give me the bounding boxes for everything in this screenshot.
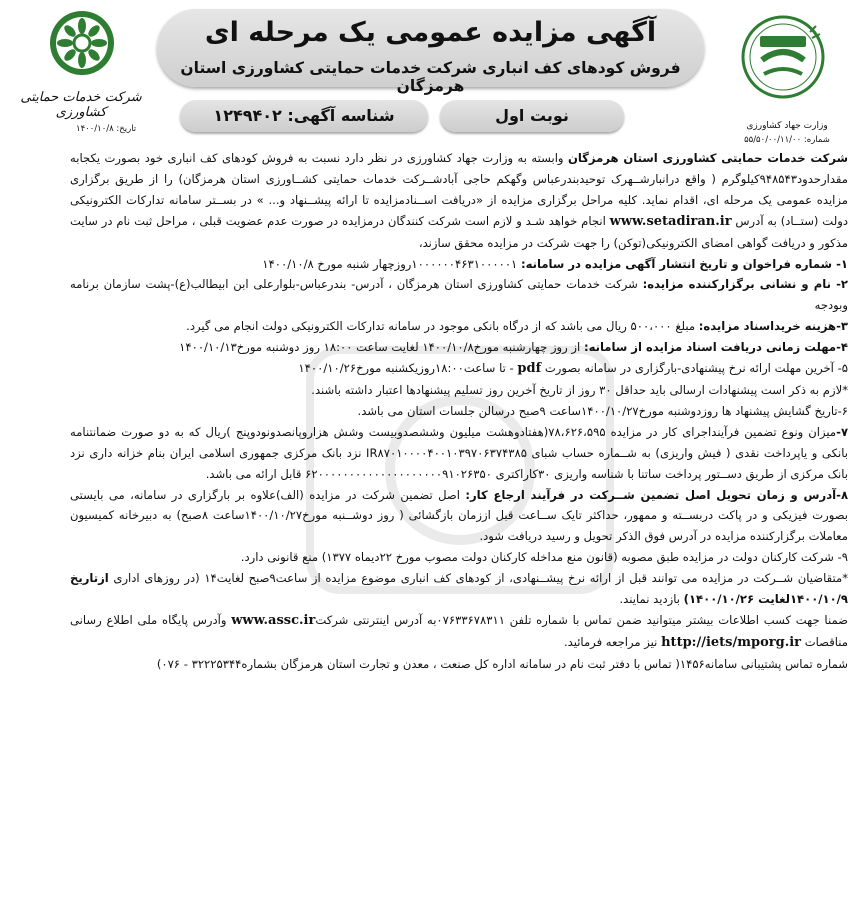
- item-1-text: ۱۰۰۰۰۰۰۴۶۳۱۰۰۰۰۰۱روزچهار شنبه مورخ ۱۴۰۰/۱۰/۸: [262, 256, 521, 271]
- notice-date: تاریخ: ۱۴۰۰/۱۰/۸: [76, 124, 137, 134]
- company-logo: [14, 8, 142, 148]
- contact-1-text-a: ضمنا جهت کسب اطلاعات بیشتر میتوانید ضمن تماس با شماره تلفن ۰۷۶۳۳۶۷۸۳۱۱به آدرس اینترنتی شرکت: [315, 612, 848, 627]
- ministry-logo: [722, 8, 852, 148]
- note-2-dates: ازتاریخ ۱۴۰۰/۱۰/۹لغایت ۱۴۰۰/۱۰/۲۶): [70, 571, 848, 607]
- intro-paragraph: [70, 148, 848, 254]
- item-8: [70, 485, 848, 548]
- contact-2: شماره تماس پشتیبانی سامانه۱۴۵۶( تماس با دفتر ثبت نام در سامانه اداره کل صنعت ، معدن و تجارت استان هرمزگان بشماره۳۲۲۲۵۳۴۴ - ۰۷۶): [156, 656, 848, 671]
- item-8-text: اصل تضمین شرکت در مزایده (الف)علاوه بر بارگزاری در سامانه، می بایستی بصورت فیزیکی و در پاکت دربســته و ممهور، حداکثر تایک ســاعت قبل اززمان بازگشائی ( روز دوشــنبه مورخ۱۴۰۰/۱۰/۲۷ساعت ۸صبح) به دبیرخانه کمیسیون معاملات برگزارکننده مزایده در آدرس فوق الذکر تحویل و رسید دریافت شود.: [70, 487, 848, 544]
- page-title: آگهی مزایده عمومی یک مرحله ای: [204, 17, 657, 48]
- company-logo-name: شرکت خدمات حمایتی کشاورزی: [20, 90, 142, 120]
- item-4-label: ۴-مهلت زمانی دریافت اسناد مزایده از سامانه:: [583, 340, 848, 355]
- item-5-text-b: - تا ساعت۱۸:۰۰روزیکشنبه مورخ۱۴۰۰/۱۰/۲۶: [298, 361, 518, 376]
- contact-1-text-b: وآدرس پایگاه ملی اطلاع رسانی مناقصات: [70, 612, 848, 649]
- item-5-pdf: pdf: [517, 361, 542, 377]
- iets-link[interactable]: http://iets/mporg.ir: [661, 634, 802, 650]
- intro-text-2: انجام خواهد شـد و لازم است شرکت کنندگان درمزایده در صورت عدم عضویت قبلی ، مراحل ثبت نام در سایت مذکور و دریافت گواهی امضای الکترونیکی(توکن) را جهت شرکت در مزایده محقق سازند،: [70, 213, 848, 250]
- intro-company: شرکت خدمات حمایتی کشاورزی استان هرمزگان: [567, 151, 849, 165]
- note-1: *لازم به ذکر است پیشنهادات ارسالی باید حداقل ۳۰ روز از تاریخ آخرین روز تسلیم پیشنهادها اعتبار داشته باشند.: [311, 382, 848, 397]
- setad-link[interactable]: www.setadiran.ir: [609, 213, 732, 229]
- ministry-name: وزارت جهاد کشاورزی: [746, 121, 828, 131]
- item-8-label: ۸-آدرس و زمان تحویل اصل تضمین شــرکت در فرآیند ارجاع کار:: [465, 487, 849, 502]
- note-2-text: *متقاضیان شــرکت در مزایده می توانند قبل از ارائه نرخ پیشــنهادی، از کودهای کف انباری موضوع مزایده از ساعت۹صبح لغایت۱۴ (در روزهای اداری: [108, 571, 848, 586]
- notice-id-badge: شناسه آگهی: ۱۲۴۹۴۰۲: [180, 100, 428, 132]
- item-3: [70, 316, 848, 337]
- assc-link[interactable]: www.assc.ir: [231, 612, 316, 628]
- item-6: ۶-تاریخ گشایش پیشنهاد ها روزدوشنبه مورخ۱۴۰۰/۱۰/۲۷ساعت ۹صبح درسالن جلسات استان می باشد.: [357, 403, 848, 418]
- item-4-text: از روز چهارشنبه مورخ۱۴۰۰/۱۰/۸ لغایت ساعت ۱۸:۰۰ روز دوشنبه مورخ۱۴۰۰/۱۰/۱۳: [179, 340, 584, 355]
- item-1: [70, 254, 848, 275]
- title-banner: [157, 9, 704, 95]
- contact-1: [70, 610, 848, 654]
- item-7-label: ۷-: [836, 424, 849, 439]
- item-7: [70, 422, 848, 485]
- item-2: [70, 274, 848, 316]
- item-4: [70, 337, 848, 358]
- page-subtitle: فروش کودهای کف انباری شرکت خدمات حمایتی کشاورزی استان هرمزگان: [180, 59, 681, 95]
- item-3-text: مبلغ ۵۰۰،۰۰۰ ریال می باشد که از درگاه بانکی موجود در سامانه تدارکات الکترونیکی دولت انجام می گیرد.: [186, 319, 699, 334]
- contact-1-text-c: نیز مراجعه فرمائید.: [563, 634, 662, 649]
- note-2-end: بازدید نمایند.: [619, 592, 684, 607]
- item-9: ۹- شرکت کارکنان دولت در مزایده طبق مصوبه (قانون منع مداخله کارکنان دولت مصوب مورخ ۲۲دیماه ۱۳۷۷) منع قانونی دارد.: [240, 550, 848, 565]
- intro-text-1: وابسته به وزارت جهاد کشاورزی در نظر دارد نسبت به فروش کودهای کف انباری خود بصورت یکجابه مقدارحدود۹۴۸۵۴۳کیلوگرم ( واقع درانبارشــهرک توحیدبندرعباس وگهکم حاجی آبادشــرکت خدمات حمایتی کشــاورزی استان هرمزگان) را از طریق برگزاری مزایده عمومی یک مرحله ای، اقدام نماید. کلیه مراحل برگزاری مزایده از «دریافت اســنادمزایده تا ارائه پیشــنهاد و... » در بســتر سامانه تدارکات الکترونیکی دولت (ستــاد) به آدرس: [70, 151, 848, 228]
- item-1-label: ۱- شماره فراخوان و تاریخ انتشار آگهی مزایده در سامانه:: [520, 256, 848, 271]
- note-2: [70, 568, 848, 610]
- ministry-seal-icon: [740, 14, 826, 100]
- item-2-label: ۲- نام و نشانی برگزارکننده مزایده:: [642, 277, 848, 292]
- item-2-text: شرکت خدمات حمایتی کشاورزی استان هرمزگان ، آدرس- بندرعباس-بلوارعلی ابن ابیطالب(ع)-پشت سازمان برنامه وبودجه: [70, 277, 848, 313]
- round-badge: نوبت اول: [440, 100, 624, 132]
- item-5: [70, 358, 848, 380]
- letter-number: شماره: ۵۵/۵۰/۰۰/۱۱/۰۰: [744, 135, 830, 145]
- item-3-label: ۳-هزینه خریداسناد مزایده:: [698, 319, 848, 334]
- item-5-text-a: ۵- آخرین مهلت ارائه نرخ پیشنهادی-بارگزاری در سامانه بصورت: [541, 361, 848, 376]
- item-7-text: میزان ونوع تضمین فرآینداجرای کار در مزایده ۷۸،۶۲۶،۵۹۵(هفتادوهشت میلیون وششصدوبیست وشش هزاروپانصدونودوپنج )ریال که به دو صورت ضمانتنامه بانکی و یاپرداخت نقدی ( فیش واریزی) به شــماره حساب شبای IR۸۷۰۱۰۰۰۰۴۰۰۱۰۳۹۷۰۶۳۷۴۳۸۵ نزد بانک مرکزی جمهوری اسلامی ایران بنام خزانه داری نزد بانک مرکزی از طریق دســتور پرداخت ساتنا با شناسه واریزی ۳۰کاراکتری ۶۲۰۰۰۰۰۰۰۰۰۰۰۰۰۰۰۰۰۰۰۰۹۱۰۲۶۳۵۰ قابل ارائه می باشد.: [70, 424, 848, 481]
- notice-body: [70, 148, 848, 675]
- company-seal-icon: [47, 8, 117, 78]
